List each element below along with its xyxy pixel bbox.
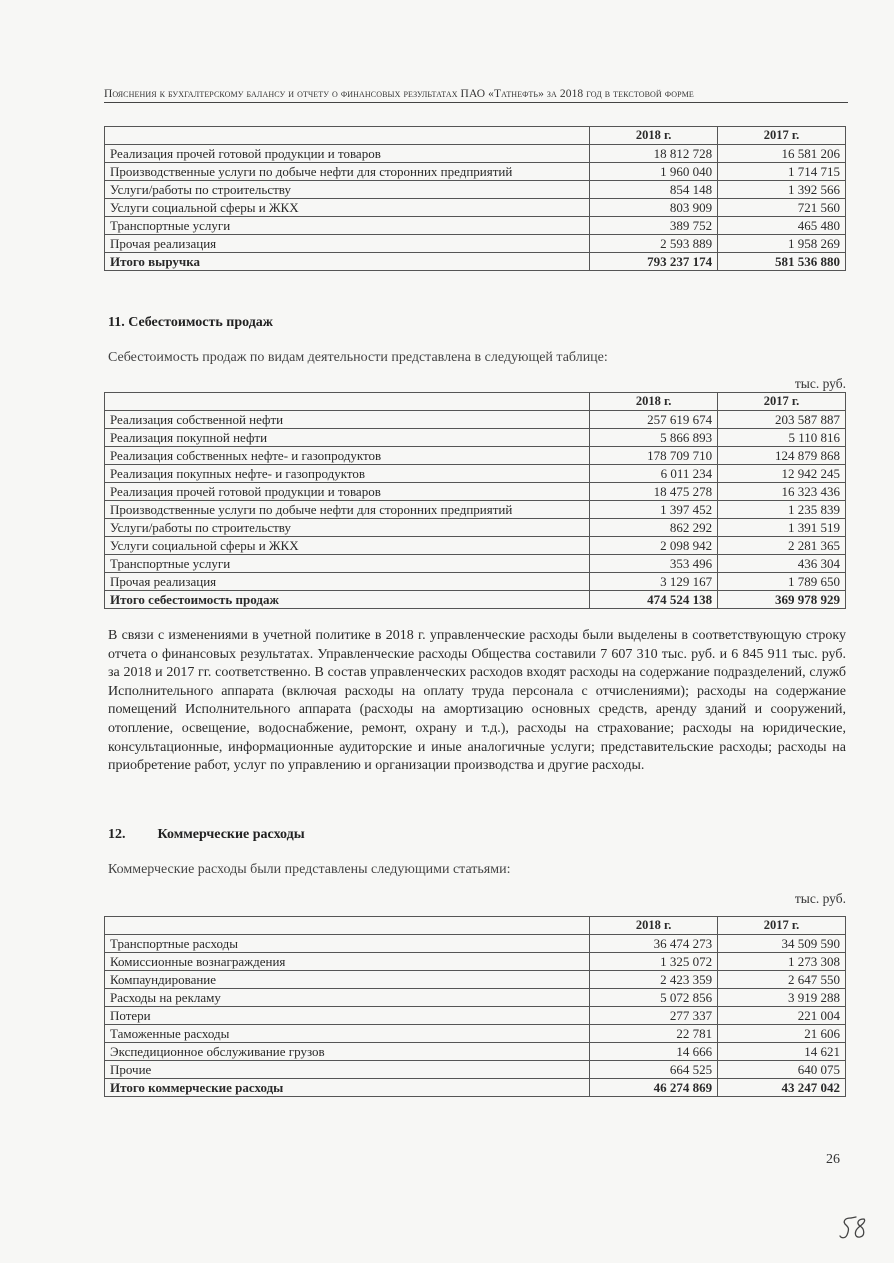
table-row — [105, 1007, 846, 1025]
section-12-heading — [108, 827, 305, 843]
section-11-number: 11. — [108, 315, 125, 330]
value-2018: 257 619 674 — [590, 411, 718, 429]
row-label: Итого себестоимость продаж — [105, 591, 590, 609]
value-2017: 16 581 206 — [718, 145, 846, 163]
value-2018: 46 274 869 — [590, 1079, 718, 1097]
running-header: Пояснения к бухгалтерскому балансу и отчету о финансовых результатах ПАО «Татнефть» за 2018 год в текстовой форме — [104, 88, 848, 103]
value-2017: 721 560 — [718, 199, 846, 217]
handwritten-page-number — [838, 1213, 872, 1243]
row-label: Итого коммерческие расходы — [105, 1079, 590, 1097]
value-2017: 436 304 — [718, 555, 846, 573]
value-2017: 21 606 — [718, 1025, 846, 1043]
value-2018: 2 593 889 — [590, 235, 718, 253]
table-row — [105, 1043, 846, 1061]
row-label: Реализация собственных нефте- и газопродуктов — [105, 447, 590, 465]
value-2017: 34 509 590 — [718, 935, 846, 953]
value-2018: 178 709 710 — [590, 447, 718, 465]
header-label-cell — [105, 393, 590, 411]
value-2018: 5 866 893 — [590, 429, 718, 447]
value-2018: 36 474 273 — [590, 935, 718, 953]
section-11-unit: тыс. руб. — [794, 376, 846, 391]
header-label-cell — [105, 917, 590, 935]
value-2017: 12 942 245 — [718, 465, 846, 483]
table-header-row — [105, 127, 846, 145]
row-label: Реализация прочей готовой продукции и товаров — [105, 483, 590, 501]
row-label: Услуги/работы по строительству — [105, 519, 590, 537]
value-2017: 1 392 566 — [718, 181, 846, 199]
value-2017: 1 235 839 — [718, 501, 846, 519]
value-2017: 1 273 308 — [718, 953, 846, 971]
value-2017: 2 281 365 — [718, 537, 846, 555]
row-label: Прочая реализация — [105, 235, 590, 253]
table-row — [105, 217, 846, 235]
value-2018: 2 423 359 — [590, 971, 718, 989]
value-2018: 277 337 — [590, 1007, 718, 1025]
management-expenses-paragraph: В связи с изменениями в учетной политике в 2018 г. управленческие расходы были выделены в соответствующую строку отчета о финансовых результатах. Управленческие расходы Общества составили 7 607 310 тыс. руб. и 6 845 911 тыс. руб. за 2018 и 2017 гг. соответственно. В состав управленческих расходов входят расходы на содержание подразделений, служб Исполнительного аппарата (включая расходы на оплату труда персонала с отчислениями); расходы на содержание помещений Исполнительного аппарата (расходы на амортизацию основных средств, аренду зданий и сооружений, отопление, освещение, водоснабжение, ремонт, охрану и т.д.), расходы на страхование; расходы на юридические, консультационные, информационные аудиторские и иные аналогичные услуги; представительские расходы; расходы на приобретение работ, услуг по управлению и организации производства и другие расходы. — [108, 628, 846, 774]
value-2018: 18 475 278 — [590, 483, 718, 501]
value-2017: 465 480 — [718, 217, 846, 235]
section-12-title: Коммерческие расходы — [157, 827, 305, 842]
section-11-intro: Себестоимость продаж по видам деятельности представлена в следующей таблице: — [108, 350, 608, 365]
value-2017: 2 647 550 — [718, 971, 846, 989]
table-row — [105, 181, 846, 199]
value-2017: 1 391 519 — [718, 519, 846, 537]
table-row — [105, 411, 846, 429]
value-2017: 14 621 — [718, 1043, 846, 1061]
value-2017: 3 919 288 — [718, 989, 846, 1007]
table-row — [105, 989, 846, 1007]
table-row — [105, 235, 846, 253]
value-2018: 803 909 — [590, 199, 718, 217]
section-12-unit: тыс. руб. — [794, 891, 846, 906]
table-total-row — [105, 1079, 846, 1097]
row-label: Прочие — [105, 1061, 590, 1079]
table-row — [105, 935, 846, 953]
table-row — [105, 1061, 846, 1079]
row-label: Транспортные услуги — [105, 555, 590, 573]
table-row — [105, 145, 846, 163]
row-label: Реализация покупных нефте- и газопродуктов — [105, 465, 590, 483]
value-2017: 43 247 042 — [718, 1079, 846, 1097]
value-2017: 124 879 868 — [718, 447, 846, 465]
value-2018: 2 098 942 — [590, 537, 718, 555]
value-2017: 1 958 269 — [718, 235, 846, 253]
value-2018: 664 525 — [590, 1061, 718, 1079]
value-2017: 203 587 887 — [718, 411, 846, 429]
value-2017: 369 978 929 — [718, 591, 846, 609]
table-header-row — [105, 917, 846, 935]
value-2018: 6 011 234 — [590, 465, 718, 483]
table-header-row — [105, 393, 846, 411]
value-2018: 793 237 174 — [590, 253, 718, 271]
row-label: Прочая реализация — [105, 573, 590, 591]
table-row — [105, 971, 846, 989]
value-2017: 5 110 816 — [718, 429, 846, 447]
section-11-title: Себестоимость продаж — [128, 315, 273, 330]
table-row — [105, 429, 846, 447]
header-2017: 2017 г. — [718, 393, 846, 411]
row-label: Услуги социальной сферы и ЖКХ — [105, 537, 590, 555]
section-12-intro: Коммерческие расходы были представлены следующими статьями: — [108, 862, 511, 877]
header-2018: 2018 г. — [590, 393, 718, 411]
header-2018: 2018 г. — [590, 127, 718, 145]
table-row — [105, 501, 846, 519]
row-label: Компаундирование — [105, 971, 590, 989]
table-row — [105, 447, 846, 465]
row-label: Услуги социальной сферы и ЖКХ — [105, 199, 590, 217]
table-row — [105, 163, 846, 181]
value-2018: 1 325 072 — [590, 953, 718, 971]
row-label: Транспортные услуги — [105, 217, 590, 235]
value-2018: 22 781 — [590, 1025, 718, 1043]
section-12-number: 12. — [108, 827, 126, 842]
table-row — [105, 465, 846, 483]
table-row — [105, 519, 846, 537]
row-label: Реализация прочей готовой продукции и товаров — [105, 145, 590, 163]
table-row — [105, 953, 846, 971]
table-row — [105, 537, 846, 555]
row-label: Потери — [105, 1007, 590, 1025]
header-2017: 2017 г. — [718, 917, 846, 935]
row-label: Расходы на рекламу — [105, 989, 590, 1007]
row-label: Экспедиционное обслуживание грузов — [105, 1043, 590, 1061]
value-2018: 5 072 856 — [590, 989, 718, 1007]
value-2018: 3 129 167 — [590, 573, 718, 591]
table-total-row — [105, 591, 846, 609]
table-row — [105, 555, 846, 573]
value-2018: 353 496 — [590, 555, 718, 573]
row-label: Реализация собственной нефти — [105, 411, 590, 429]
value-2017: 1 789 650 — [718, 573, 846, 591]
cost-of-sales-table — [104, 392, 846, 609]
row-label: Производственные услуги по добыче нефти для сторонних предприятий — [105, 501, 590, 519]
value-2017: 640 075 — [718, 1061, 846, 1079]
table-row — [105, 1025, 846, 1043]
value-2018: 389 752 — [590, 217, 718, 235]
row-label: Таможенные расходы — [105, 1025, 590, 1043]
row-label: Транспортные расходы — [105, 935, 590, 953]
value-2018: 854 148 — [590, 181, 718, 199]
row-label: Производственные услуги по добыче нефти для сторонних предприятий — [105, 163, 590, 181]
table-total-row — [105, 253, 846, 271]
header-2018: 2018 г. — [590, 917, 718, 935]
value-2018: 1 397 452 — [590, 501, 718, 519]
value-2018: 1 960 040 — [590, 163, 718, 181]
row-label: Услуги/работы по строительству — [105, 181, 590, 199]
revenue-table — [104, 126, 846, 271]
table-row — [105, 199, 846, 217]
row-label: Итого выручка — [105, 253, 590, 271]
table-row — [105, 573, 846, 591]
section-11-heading — [108, 315, 273, 331]
header-2017: 2017 г. — [718, 127, 846, 145]
value-2017: 1 714 715 — [718, 163, 846, 181]
value-2017: 221 004 — [718, 1007, 846, 1025]
table-row — [105, 483, 846, 501]
row-label: Комиссионные вознаграждения — [105, 953, 590, 971]
row-label: Реализация покупной нефти — [105, 429, 590, 447]
value-2017: 581 536 880 — [718, 253, 846, 271]
page-number: 26 — [826, 1152, 840, 1167]
value-2018: 474 524 138 — [590, 591, 718, 609]
header-label-cell — [105, 127, 590, 145]
commercial-expenses-table — [104, 916, 846, 1097]
value-2018: 14 666 — [590, 1043, 718, 1061]
value-2018: 18 812 728 — [590, 145, 718, 163]
value-2018: 862 292 — [590, 519, 718, 537]
value-2017: 16 323 436 — [718, 483, 846, 501]
